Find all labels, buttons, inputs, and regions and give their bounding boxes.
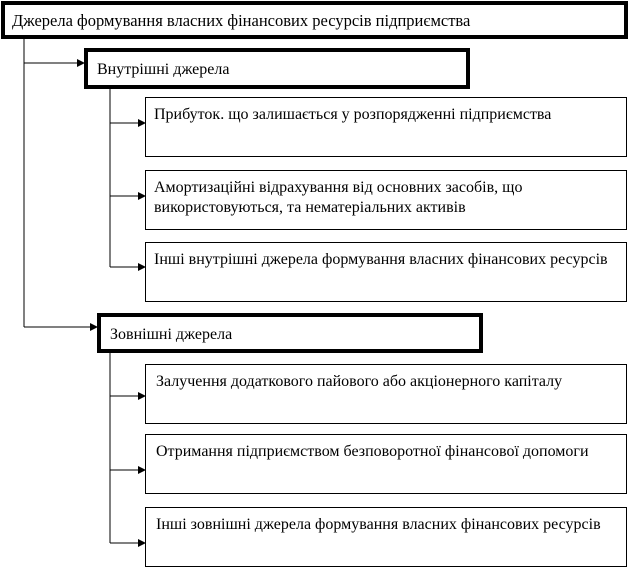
external-sources-node [97,313,483,353]
internal-sources-label: Внутрішні джерела [97,61,230,78]
internal-item-2 [145,170,627,230]
root-node [1,1,628,39]
internal-item-3-label: Інші внутрішні джерела формування власних фінансових ресурсів [154,251,608,268]
external-item-2 [145,434,627,494]
internal-sources-node [84,48,470,89]
external-item-1-label: Залучення додаткового пайового або акціонерного капіталу [156,373,563,390]
internal-item-1-label: Прибуток. що залишається у розпорядженні підприємства [154,106,552,123]
internal-item-1 [145,97,627,157]
external-item-3-label: Інші зовнішні джерела формування власних фінансових ресурсів [156,516,601,533]
internal-item-2-label: Амортизаційні відрахування від основних засобів, що використовуються, та нематеріальних активів [154,179,523,216]
internal-item-3 [145,242,627,302]
external-item-3 [145,507,627,567]
external-item-2-label: Отримання підприємством безповоротної фінансової допомоги [156,443,589,460]
external-sources-label: Зовнішні джерела [110,326,233,343]
root-label: Джерела формування власних фінансових ресурсів підприємства [12,11,471,30]
external-item-1 [145,364,627,424]
